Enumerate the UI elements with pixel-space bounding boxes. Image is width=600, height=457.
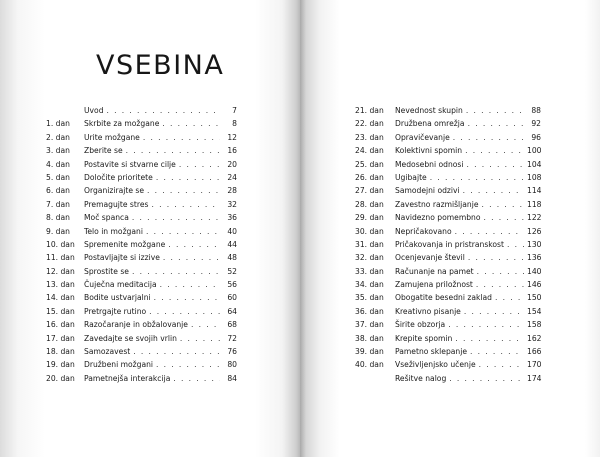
toc-leader-dots (448, 318, 524, 331)
toc-entry (46, 265, 237, 278)
toc-leader-dots (455, 225, 524, 238)
toc-day: 37. dan (355, 320, 384, 330)
toc-day: 21. dan (355, 106, 384, 115)
toc-leader-dots (455, 332, 524, 345)
toc-entry (355, 238, 541, 251)
toc-title: Zavestno razmišljanje (395, 199, 479, 209)
toc-leader-dots (476, 278, 524, 291)
toc-title: Organizirajte se (84, 186, 145, 196)
toc-day: 25. dan (355, 159, 384, 169)
toc-page-number: 12 (227, 132, 237, 142)
toc-title: Zamujena priložnost (395, 280, 473, 290)
toc-leader-dots (191, 318, 220, 331)
toc-day: 12. dan (46, 266, 75, 276)
toc-leader-dots (156, 171, 220, 184)
toc-leader-dots (466, 158, 524, 171)
toc-entry (355, 265, 541, 278)
toc-leader-dots (168, 238, 220, 251)
toc-day: 18. dan (46, 347, 75, 357)
toc-title: Urite možgane (84, 132, 140, 142)
toc-leader-dots (482, 198, 524, 211)
toc-entry (355, 104, 541, 117)
toc-leader-dots (180, 332, 220, 345)
toc-title: Nepričakovano (395, 226, 452, 236)
toc-entry (355, 171, 541, 184)
toc-page-number: 130 (527, 239, 542, 249)
toc-page-number: 52 (227, 266, 237, 276)
toc-entry (355, 358, 541, 371)
toc-title: Obogatite besedni zaklad (395, 293, 492, 303)
toc-leader-dots (495, 291, 524, 304)
toc-left-column (46, 104, 237, 385)
toc-title: Skrbite za možgane (84, 119, 160, 129)
toc-page-number: 8 (232, 119, 237, 129)
toc-day: 29. dan (355, 213, 384, 223)
toc-entry (46, 372, 237, 385)
toc-day: 13. dan (46, 280, 75, 290)
toc-title: Sprostite se (84, 266, 129, 276)
toc-page-number: 162 (527, 333, 542, 343)
toc-day: 27. dan (355, 186, 384, 196)
toc-day: 32. dan (355, 253, 384, 263)
toc-title: Samodejni odzivi (395, 186, 460, 196)
toc-day: 5. dan (46, 172, 70, 182)
toc-page-number: 126 (527, 226, 542, 236)
toc-leader-dots (160, 278, 220, 291)
toc-title: Določite prioritete (84, 172, 153, 182)
toc-page-number: 20 (227, 159, 237, 169)
toc-page-number: 36 (227, 213, 237, 223)
toc-entry (46, 144, 237, 157)
toc-day: 35. dan (355, 293, 384, 303)
toc-page-number: 64 (227, 306, 237, 316)
toc-entry (46, 318, 237, 331)
toc-day: 19. dan (46, 360, 75, 370)
toc-leader-dots (133, 345, 220, 358)
toc-entry (46, 332, 237, 345)
toc-title: Postavljajte si izzive (84, 253, 160, 263)
toc-title: Opravičevanje (395, 132, 450, 142)
toc-page-number: 56 (227, 280, 237, 290)
toc-page-number: 92 (531, 119, 541, 129)
toc-page-number: 72 (227, 333, 237, 343)
toc-page-number: 104 (527, 159, 542, 169)
toc-leader-dots (173, 372, 220, 385)
toc-title: Pametno sklepanje (395, 347, 468, 357)
toc-entry (355, 211, 541, 224)
toc-day: 11. dan (46, 253, 75, 263)
toc-day: 34. dan (355, 280, 384, 290)
toc-title: Pričakovanja in pristranskost (395, 239, 504, 249)
toc-page-number: 60 (227, 293, 237, 303)
toc-entry (46, 171, 237, 184)
toc-entry (46, 184, 237, 197)
toc-entry (355, 372, 541, 385)
toc-leader-dots (163, 251, 220, 264)
toc-page-number: 136 (527, 253, 542, 263)
toc-leader-dots (468, 117, 524, 130)
toc-title: Medosebni odnosi (395, 159, 464, 169)
toc-leader-dots (463, 184, 524, 197)
toc-entry (46, 158, 237, 171)
toc-day: 2. dan (46, 132, 70, 142)
toc-title: Samozavest (84, 347, 131, 357)
toc-entry (46, 131, 237, 144)
toc-title: Moč spanca (84, 213, 129, 223)
toc-leader-dots (147, 184, 220, 197)
toc-day: 33. dan (355, 266, 384, 276)
toc-page-number: 48 (227, 253, 237, 263)
toc-title: Nevednost skupin (395, 106, 463, 115)
toc-title: Družbena omrežja (395, 119, 465, 129)
toc-page-number: 44 (227, 239, 237, 249)
toc-page-number: 28 (227, 186, 237, 196)
toc-title: Zberite se (84, 146, 123, 156)
toc-day: 1. dan (46, 119, 70, 129)
toc-entry (355, 131, 541, 144)
toc-entry (46, 238, 237, 251)
toc-leader-dots (156, 358, 220, 371)
toc-title: Premagujte stres (84, 199, 149, 209)
toc-entry (46, 278, 237, 291)
toc-title: Postavite si stvarne cilje (84, 159, 176, 169)
toc-day: 10. dan (46, 239, 75, 249)
toc-page-number: 16 (227, 146, 237, 156)
toc-page-number: 108 (527, 172, 542, 182)
toc-leader-dots (146, 225, 220, 238)
toc-title: Telo in možgani (84, 226, 143, 236)
toc-leader-dots (453, 131, 524, 144)
toc-entry (355, 144, 541, 157)
toc-page-number: 118 (527, 199, 542, 209)
toc-entry (355, 278, 541, 291)
toc-page-number: 84 (227, 373, 237, 383)
toc-leader-dots (449, 372, 524, 385)
toc-page-number: 150 (527, 293, 542, 303)
toc-page-number: 166 (527, 347, 542, 357)
toc-leader-dots (470, 345, 524, 358)
toc-entry (46, 251, 237, 264)
toc-page-number: 96 (531, 132, 541, 142)
page-title: VSEBINA (96, 50, 225, 81)
toc-entry (355, 158, 541, 171)
toc-title: Kreativno pisanje (395, 306, 461, 316)
toc-entry (355, 305, 541, 318)
toc-day: 31. dan (355, 239, 384, 249)
toc-page-number: 68 (227, 320, 237, 330)
toc-leader-dots (132, 211, 220, 224)
toc-entry (46, 345, 237, 358)
toc-page-number: 40 (227, 226, 237, 236)
toc-day: 6. dan (46, 186, 70, 196)
toc-title: Zavedajte se svojih vrlin (84, 333, 177, 343)
toc-page-number: 88 (531, 106, 541, 115)
toc-leader-dots (430, 171, 524, 184)
toc-page-number: 174 (527, 373, 542, 383)
toc-entry (46, 198, 237, 211)
toc-day: 22. dan (355, 119, 384, 129)
toc-leader-dots (132, 265, 220, 278)
toc-leader-dots (149, 305, 220, 318)
toc-leader-dots (507, 238, 524, 251)
toc-day: 26. dan (355, 172, 384, 182)
toc-leader-dots (465, 144, 524, 157)
toc-leader-dots (479, 358, 524, 371)
toc-title: Računanje na pamet (395, 266, 474, 276)
toc-title: Širite obzorja (395, 320, 446, 330)
toc-page-number: 158 (527, 320, 542, 330)
toc-entry (355, 291, 541, 304)
toc-day: 3. dan (46, 146, 70, 156)
toc-day: 8. dan (46, 213, 70, 223)
toc-leader-dots (126, 144, 220, 157)
toc-leader-dots (477, 265, 524, 278)
toc-day: 9. dan (46, 226, 70, 236)
toc-entry (46, 211, 237, 224)
toc-title: Čuječna meditacija (84, 280, 157, 290)
toc-leader-dots (151, 198, 220, 211)
toc-title: Pretrgajte rutino (84, 306, 147, 316)
toc-day: 16. dan (46, 320, 75, 330)
toc-leader-dots (107, 104, 220, 117)
toc-day: 28. dan (355, 199, 384, 209)
toc-page-number: 146 (527, 280, 542, 290)
toc-title: Družbeni možgani (84, 360, 154, 370)
toc-title: Ocenjevanje števil (395, 253, 465, 263)
toc-page-number: 7 (232, 106, 237, 115)
toc-day: 24. dan (355, 146, 384, 156)
toc-day: 38. dan (355, 333, 384, 343)
toc-page-number: 100 (527, 146, 542, 156)
toc-page-number: 114 (527, 186, 542, 196)
toc-entry (355, 184, 541, 197)
toc-entry (355, 117, 541, 130)
toc-entry (355, 225, 541, 238)
toc-leader-dots (162, 117, 220, 130)
toc-day: 40. dan (355, 360, 384, 370)
toc-title: Navidezno pomembno (395, 213, 481, 223)
toc-right-column (355, 104, 541, 385)
toc-page-number: 154 (527, 306, 542, 316)
toc-page-number: 76 (227, 347, 237, 357)
toc-entry (46, 291, 237, 304)
toc-day: 30. dan (355, 226, 384, 236)
toc-entry (46, 104, 237, 117)
toc-leader-dots (466, 104, 524, 117)
toc-title: Krepite spomin (395, 333, 453, 343)
toc-day: 15. dan (46, 306, 75, 316)
toc-entry (355, 251, 541, 264)
toc-entry (355, 332, 541, 345)
toc-title: Kolektivni spomin (395, 146, 463, 156)
toc-day: 14. dan (46, 293, 75, 303)
toc-title: Ugibajte (395, 172, 427, 182)
toc-title: Spremenite možgane (84, 239, 166, 249)
toc-day: 7. dan (46, 199, 70, 209)
toc-page-number: 170 (527, 360, 542, 370)
toc-entry (46, 305, 237, 318)
toc-title: Uvod (84, 106, 104, 115)
toc-day: 17. dan (46, 333, 75, 343)
toc-leader-dots (143, 131, 220, 144)
toc-title: Rešitve nalog (395, 373, 447, 383)
toc-entry (46, 225, 237, 238)
toc-entry (355, 198, 541, 211)
toc-page-number: 140 (527, 266, 542, 276)
toc-title: Vseživljenjsko učenje (395, 360, 476, 370)
toc-entry (46, 117, 237, 130)
toc-leader-dots (468, 251, 524, 264)
toc-title: Bodite ustvarjalni (84, 293, 151, 303)
toc-leader-dots (179, 158, 220, 171)
toc-page-number: 24 (227, 172, 237, 182)
toc-page-number: 32 (227, 199, 237, 209)
toc-day: 20. dan (46, 373, 75, 383)
toc-day: 23. dan (355, 132, 384, 142)
toc-entry (355, 318, 541, 331)
toc-page-number: 122 (527, 213, 542, 223)
toc-leader-dots (484, 211, 524, 224)
toc-leader-dots (154, 291, 220, 304)
toc-title: Razočaranje in obžalovanje (84, 320, 188, 330)
toc-title: Pametnejša interakcija (84, 373, 171, 383)
toc-entry (355, 345, 541, 358)
toc-day: 36. dan (355, 306, 384, 316)
toc-leader-dots (464, 305, 524, 318)
toc-entry (46, 358, 237, 371)
toc-page-number: 80 (227, 360, 237, 370)
toc-day: 4. dan (46, 159, 70, 169)
toc-day: 39. dan (355, 347, 384, 357)
